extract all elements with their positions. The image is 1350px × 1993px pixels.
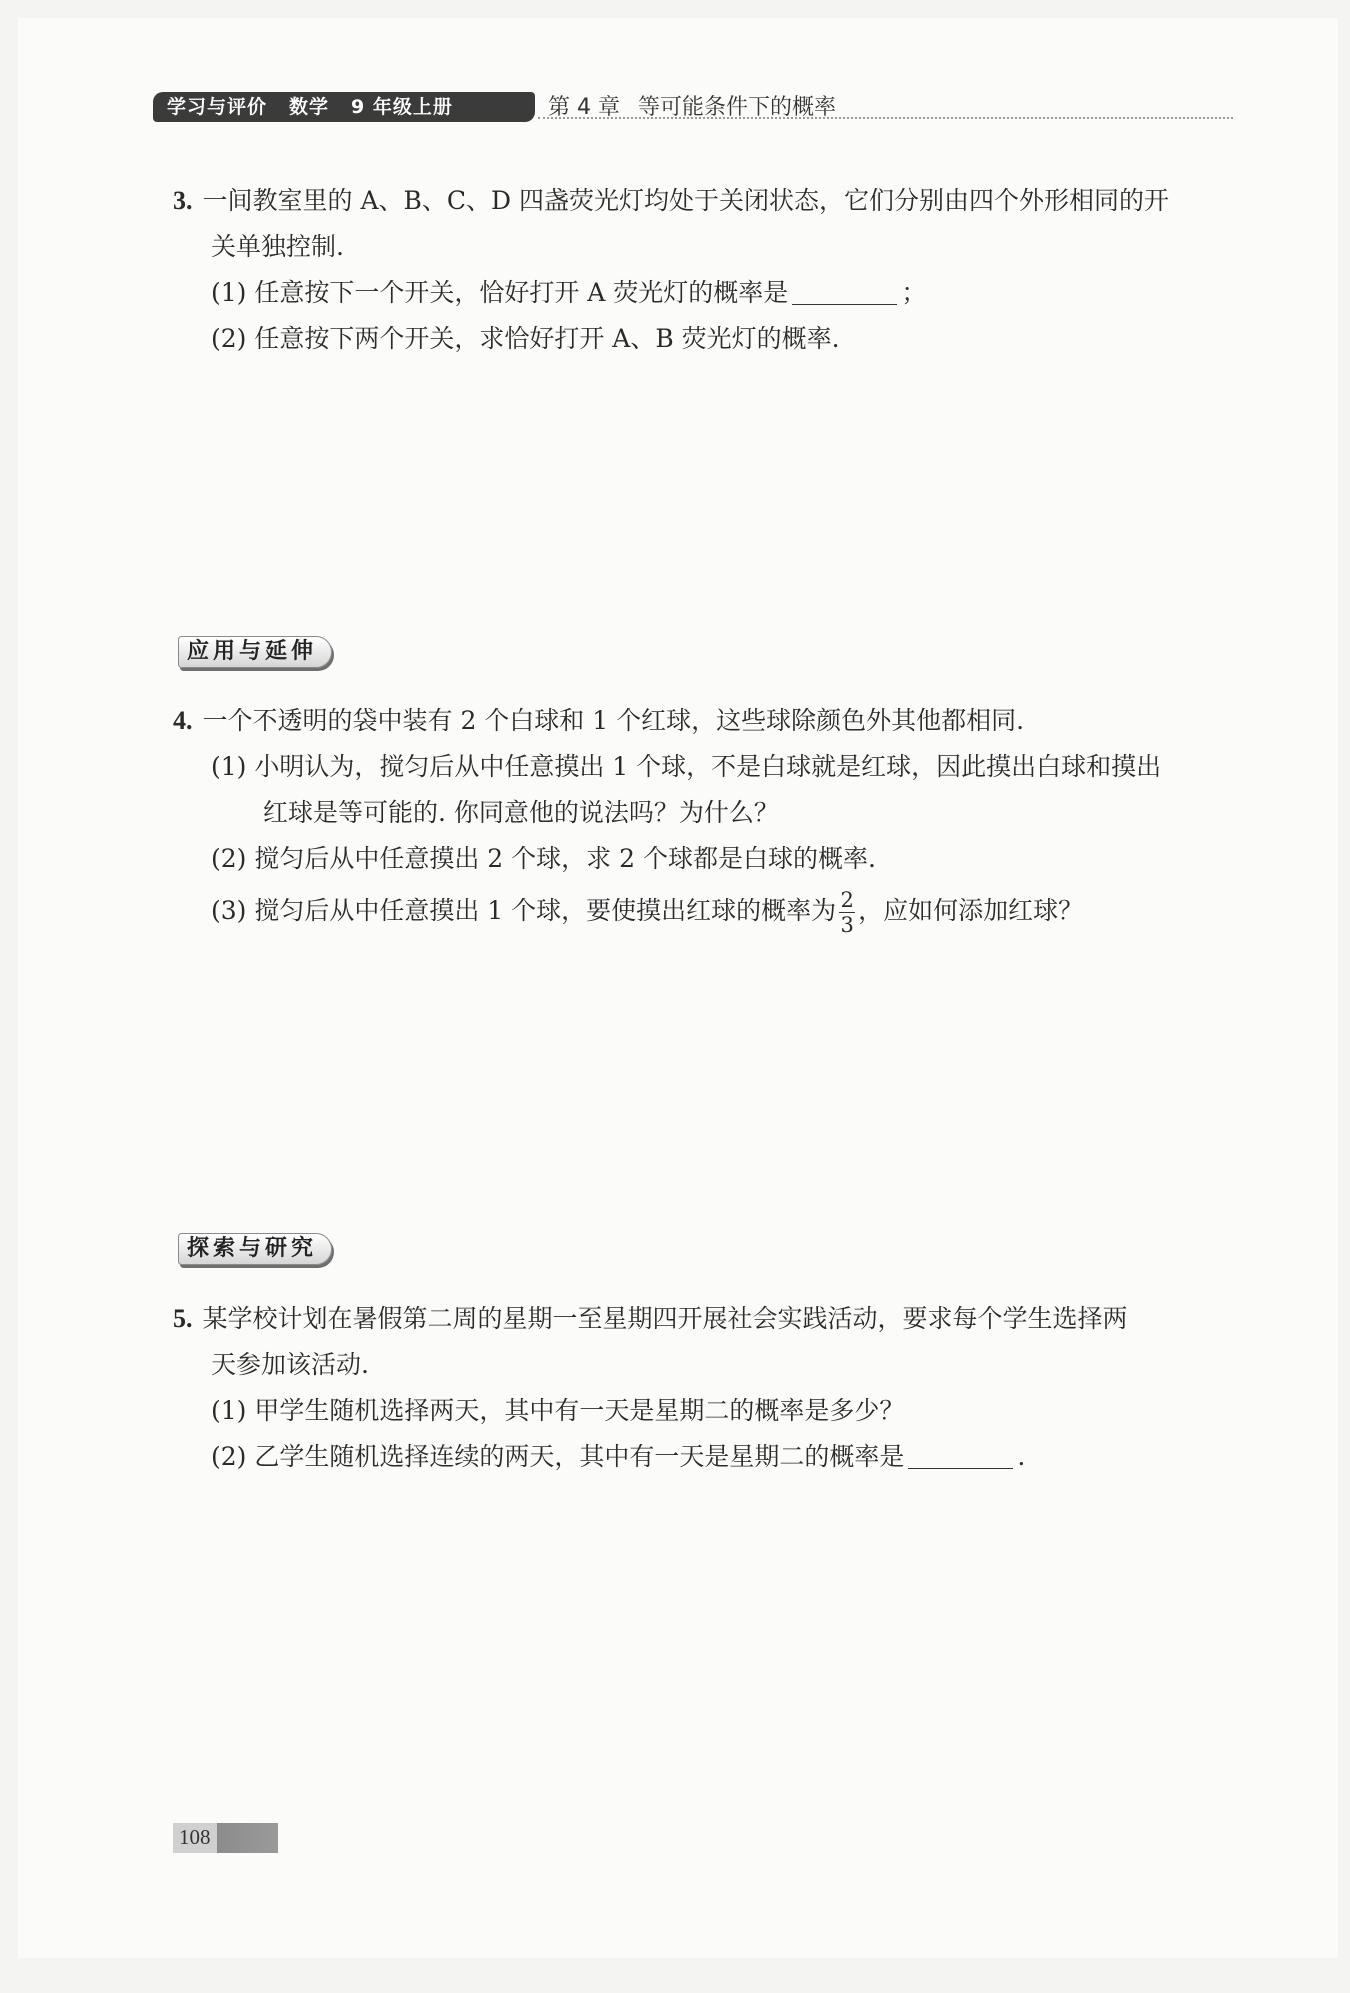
page-number-tab [173,1823,278,1853]
part-end: ； [901,278,927,307]
fraction-denominator: 3 [840,913,854,937]
question-number: 3. [173,186,193,215]
question-number: 4. [173,706,193,735]
chapter-number: 第 4 章 [548,95,620,120]
question-3-part-1 [173,270,1233,316]
question-3-part-2: (2) 任意按下两个开关，求恰好打开 A、B 荧光灯的概率. [211,324,840,353]
stem-text: 一间教室里的 A、B、C、D 四盏荧光灯均处于关闭状态，它们分别由四个外形相同的开 [202,186,1169,215]
header-divider [538,117,1233,119]
question-3 [173,178,1233,362]
section-badge-application: 应用与延伸 [178,636,332,668]
series-name: 学习与评价 [167,96,268,118]
question-5-part-1: (1) 甲学生随机选择两天，其中有一天是星期二的概率是多少？ [211,1396,905,1425]
part-text: (2) 乙学生随机选择连续的两天，其中有一天是星期二的概率是 [211,1442,905,1471]
grade-label: 9 年级上册 [351,96,453,118]
part-text-end: ，应如何添加红球？ [858,896,1084,925]
fraction-numerator: 2 [840,888,854,912]
question-5-part-2 [173,1434,1233,1480]
fraction [839,888,855,937]
question-4-part-3 [173,888,1233,937]
book-title-banner [153,92,535,122]
question-4-part-1 [173,744,1233,836]
answer-blank[interactable] [792,276,897,305]
part-text: (1) 任意按下一个开关，恰好打开 A 荧光灯的概率是 [211,278,789,307]
question-4 [173,698,1233,937]
answer-blank[interactable] [908,1440,1013,1469]
question-4-stem [173,698,1233,744]
question-5 [173,1296,1233,1480]
subject-name: 数学 [289,96,330,118]
page-number: 108 [179,1825,211,1849]
question-5-stem [173,1296,1233,1342]
stem-continuation: 天参加该活动. [211,1350,369,1379]
chapter-title: 等可能条件下的概率 [637,95,836,120]
question-4-part-2: (2) 搅匀后从中任意摸出 2 个球，求 2 个球都是白球的概率. [211,844,876,873]
stem-continuation: 关单独控制. [211,232,344,261]
part-end: . [1017,1442,1026,1471]
question-number: 5. [173,1304,193,1333]
part-text: (1) 小明认为，搅匀后从中任意摸出 1 个球，不是白球就是红球，因此摸出白球和摸出 [211,752,1162,781]
stem-text: 一个不透明的袋中装有 2 个白球和 1 个红球，这些球除颜色外其他都相同. [202,706,1025,735]
part-text-continuation: 红球是等可能的. 你同意他的说法吗？为什么？ [263,798,779,827]
section-badge-exploration: 探索与研究 [178,1233,332,1265]
workbook-page [18,18,1338,1958]
question-3-stem [173,178,1233,224]
part-text: (3) 搅匀后从中任意摸出 1 个球，要使摸出红球的概率为 [211,896,837,925]
stem-text: 某学校计划在暑假第二周的星期一至星期四开展社会实践活动，要求每个学生选择两 [202,1304,1128,1333]
